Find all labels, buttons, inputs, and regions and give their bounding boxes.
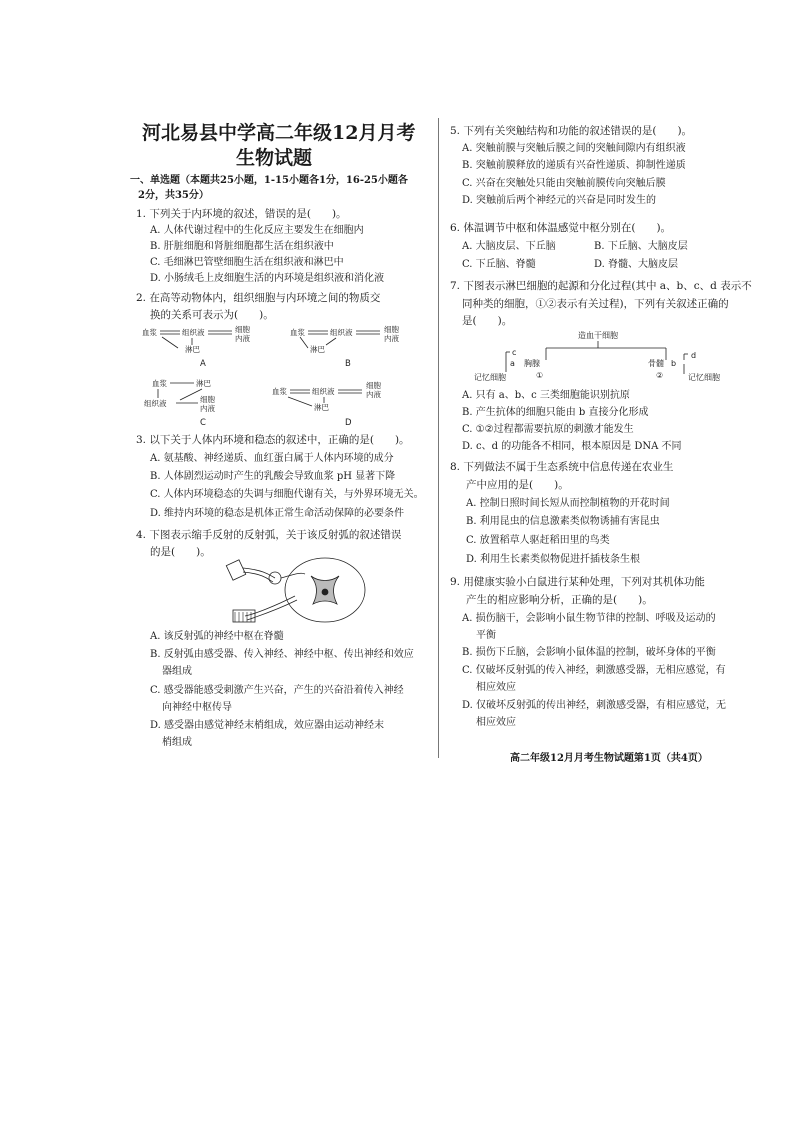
- question-9-stem: 9. 用健康实验小白鼠进行某种处理，下列对其机体功能: [450, 576, 705, 588]
- diagram-a-plasma: 血浆: [142, 328, 157, 337]
- diagram-label-d: D: [345, 418, 352, 428]
- question-5-option-d: D. 突触前后两个神经元的兴奋是同时发生的: [462, 195, 657, 206]
- diagram-c-intracellular: 内液: [200, 404, 215, 413]
- question-6-stem: 6. 体温调节中枢和体温感觉中枢分别在( )。: [450, 222, 672, 234]
- question-8-stem: 8. 下列做法不属于生态系统中信息传递在农业生: [450, 461, 674, 473]
- diagram-d-tissue-fluid: 组织液: [312, 387, 335, 396]
- diagram-d-plasma: 血浆: [272, 387, 287, 396]
- section-heading: 一、单选题（本题共25小题，1-15小题各1分，16-25小题各: [130, 175, 408, 186]
- page-footer: 高二年级12月月考生物试题第1页（共4页）: [510, 753, 708, 764]
- question-9-option-a: A. 损伤脑干，会影响小鼠生物节律的控制、呼吸及运动的: [462, 613, 716, 624]
- question-1-option-c: C. 毛细淋巴管壁细胞生活在组织液和淋巴中: [150, 257, 344, 268]
- cell-c-top: c: [512, 348, 517, 357]
- question-5-option-b: B. 突触前膜释放的递质有兴奋性递质、抑制性递质: [462, 160, 686, 171]
- question-2-stem: 2. 在高等动物体内，组织细胞与内环境之间的物质交: [136, 292, 381, 304]
- question-8-option-c: C. 放置稻草人驱赶稻田里的鸟类: [466, 535, 610, 546]
- diagram-a-lymph: 淋巴: [185, 345, 200, 354]
- question-3-option-c: C. 人体内环境稳态的失调与细胞代谢有关，与外界环境无关。: [150, 489, 424, 500]
- question-6-option-c: C. 下丘脑、脊髓: [462, 259, 536, 270]
- diagram-label-b: B: [345, 359, 351, 369]
- diagram-label-a: A: [200, 359, 206, 369]
- question-2-stem-cont: 换的关系可表示为( )。: [150, 309, 274, 321]
- cell-a-label: a: [510, 359, 515, 368]
- thymus-label: 胸腺: [524, 359, 540, 368]
- question-7-option-a: A. 只有 a、b、c 三类细胞能识别抗原: [462, 390, 630, 401]
- question-5-stem: 5. 下列有关突触结构和功能的叙述错误的是( )。: [450, 125, 693, 137]
- question-4-option-d: D. 感受器由感觉神经末梢组成，效应器由运动神经末: [150, 720, 385, 731]
- diagram-a-cell: 细胞: [235, 325, 250, 334]
- cell-d-label: d: [691, 351, 697, 360]
- process-2-label: ②: [656, 371, 664, 380]
- diagram-label-c: C: [200, 418, 206, 428]
- diagram-c-lymph: 淋巴: [196, 379, 211, 388]
- question-7-option-c: C. ①②过程都需要抗原的刺激才能发生: [462, 424, 634, 435]
- diagram-c-cell: 细胞: [200, 395, 215, 404]
- question-9-stem-cont: 产生的相应影响分析，正确的是( )。: [466, 594, 653, 606]
- question-3-stem: 3. 以下关于人体内环境和稳态的叙述中，正确的是( )。: [136, 434, 410, 446]
- lymphocyte-diagram: [466, 328, 756, 384]
- question-4-stem: 4. 下图表示缩手反射的反射弧，关于该反射弧的叙述错误: [136, 529, 402, 541]
- question-6-option-d: D. 脊髓、大脑皮层: [594, 259, 679, 270]
- question-3-option-d: D. 维持内环境的稳态是机体正常生命活动保障的必要条件: [150, 508, 405, 519]
- question-6-option-b: B. 下丘脑、大脑皮层: [594, 241, 688, 252]
- cell-b-label: b: [671, 359, 677, 368]
- question-4-option-a: A. 该反射弧的神经中枢在脊髓: [150, 631, 284, 642]
- question-3-option-a: A. 氨基酸、神经递质、血红蛋白属于人体内环境的成分: [150, 453, 394, 464]
- question-3-option-b: B. 人体剧烈运动时产生的乳酸会导致血浆 pH 显著下降: [150, 471, 396, 482]
- question-1-option-a: A. 人体代谢过程中的生化反应主要发生在细胞内: [150, 225, 364, 236]
- bone-marrow-label: 骨髓: [648, 359, 664, 368]
- question-7-stem-cont2: 是( )。: [462, 315, 513, 327]
- question-4-option-d-cont: 梢组成: [162, 737, 192, 748]
- diagram-b-lymph: 淋巴: [310, 345, 325, 354]
- question-5-option-a: A. 突触前膜与突触后膜之间的突触间隙内有组织液: [462, 143, 686, 154]
- memory-cell-right: 记忆细胞: [688, 373, 720, 382]
- question-4-option-b-cont: 器组成: [162, 666, 192, 677]
- question-8-option-b: B. 利用昆虫的信息激素类似物诱捕有害昆虫: [466, 516, 660, 527]
- diagram-b-intracellular: 内液: [384, 334, 399, 343]
- diagram-d-lymph: 淋巴: [314, 403, 329, 412]
- question-6-option-a: A. 大脑皮层、下丘脑: [462, 241, 556, 252]
- question-4-option-c-cont: 向神经中枢传导: [162, 702, 232, 713]
- question-9-option-a-cont: 平衡: [476, 630, 496, 641]
- question-7-stem: 7. 下图表示淋巴细胞的起源和分化过程(其中 a、b、c、d 表示不: [450, 280, 752, 292]
- diagram-c-plasma: 血浆: [152, 379, 167, 388]
- question-5-option-c: C. 兴奋在突触处只能由突触前膜传向突触后膜: [462, 178, 666, 189]
- question-7-option-d: D. c、d 的功能各不相同，根本原因是 DNA 不同: [462, 441, 682, 452]
- question-7-stem-cont: 同种类的细胞，①②表示有关过程)，下列有关叙述正确的: [462, 298, 729, 310]
- diagram-b-plasma: 血浆: [290, 328, 305, 337]
- page-title: 河北易县中学高二年级12月月考: [142, 122, 416, 144]
- question-8-stem-cont: 产中应用的是( )。: [466, 479, 569, 491]
- reflex-arc-diagram: [225, 556, 410, 626]
- memory-cell-left: 记忆细胞: [474, 373, 506, 382]
- diagram-b-cell: 细胞: [384, 325, 399, 334]
- process-1-label: ①: [536, 371, 544, 380]
- diagram-b-tissue-fluid: 组织液: [330, 328, 353, 337]
- question-9-option-d: D. 仅破坏反射弧的传出神经，刺激感受器，有相应感觉，无: [462, 700, 727, 711]
- diagram-a-tissue-fluid: 组织液: [182, 328, 205, 337]
- question-8-option-d: D. 利用生长素类似物促进扦插枝条生根: [466, 554, 641, 565]
- question-4-option-b: B. 反射弧由感受器、传入神经、神经中枢、传出神经和效应: [150, 649, 414, 660]
- question-9-option-c-cont: 相应效应: [476, 682, 516, 693]
- question-2-diagram: [140, 322, 420, 430]
- question-9-option-c: C. 仅破坏反射弧的传入神经，刺激感受器，无相应感觉，有: [462, 665, 726, 676]
- question-1-stem: 1. 下列关于内环境的叙述，错误的是( )。: [136, 208, 347, 220]
- diagram-a-intracellular: 内液: [235, 334, 250, 343]
- question-7-option-b: B. 产生抗体的细胞只能由 b 直接分化形成: [462, 407, 649, 418]
- question-1-option-b: B. 肝脏细胞和肾脏细胞都生活在组织液中: [150, 241, 334, 252]
- stem-cell-label: 造血干细胞: [578, 331, 618, 340]
- question-9-option-b: B. 损伤下丘脑，会影响小鼠体温的控制，破坏身体的平衡: [462, 647, 716, 658]
- question-9-option-d-cont: 相应效应: [476, 717, 516, 728]
- page-subtitle: 生物试题: [236, 147, 313, 169]
- question-8-option-a: A. 控制日照时间长短从而控制植物的开花时间: [466, 498, 670, 509]
- question-4-stem-cont: 的是( )。: [150, 546, 211, 558]
- diagram-d-cell: 细胞: [366, 381, 381, 390]
- diagram-c-tissue-fluid: 组织液: [144, 399, 167, 408]
- column-divider: [438, 118, 439, 758]
- section-heading-cont: 2分，共35分）: [138, 190, 209, 201]
- diagram-d-intracellular: 内液: [366, 390, 381, 399]
- question-1-option-d: D. 小肠绒毛上皮细胞生活的内环境是组织液和消化液: [150, 273, 385, 284]
- question-4-option-c: C. 感受器能感受刺激产生兴奋，产生的兴奋沿着传入神经: [150, 685, 404, 696]
